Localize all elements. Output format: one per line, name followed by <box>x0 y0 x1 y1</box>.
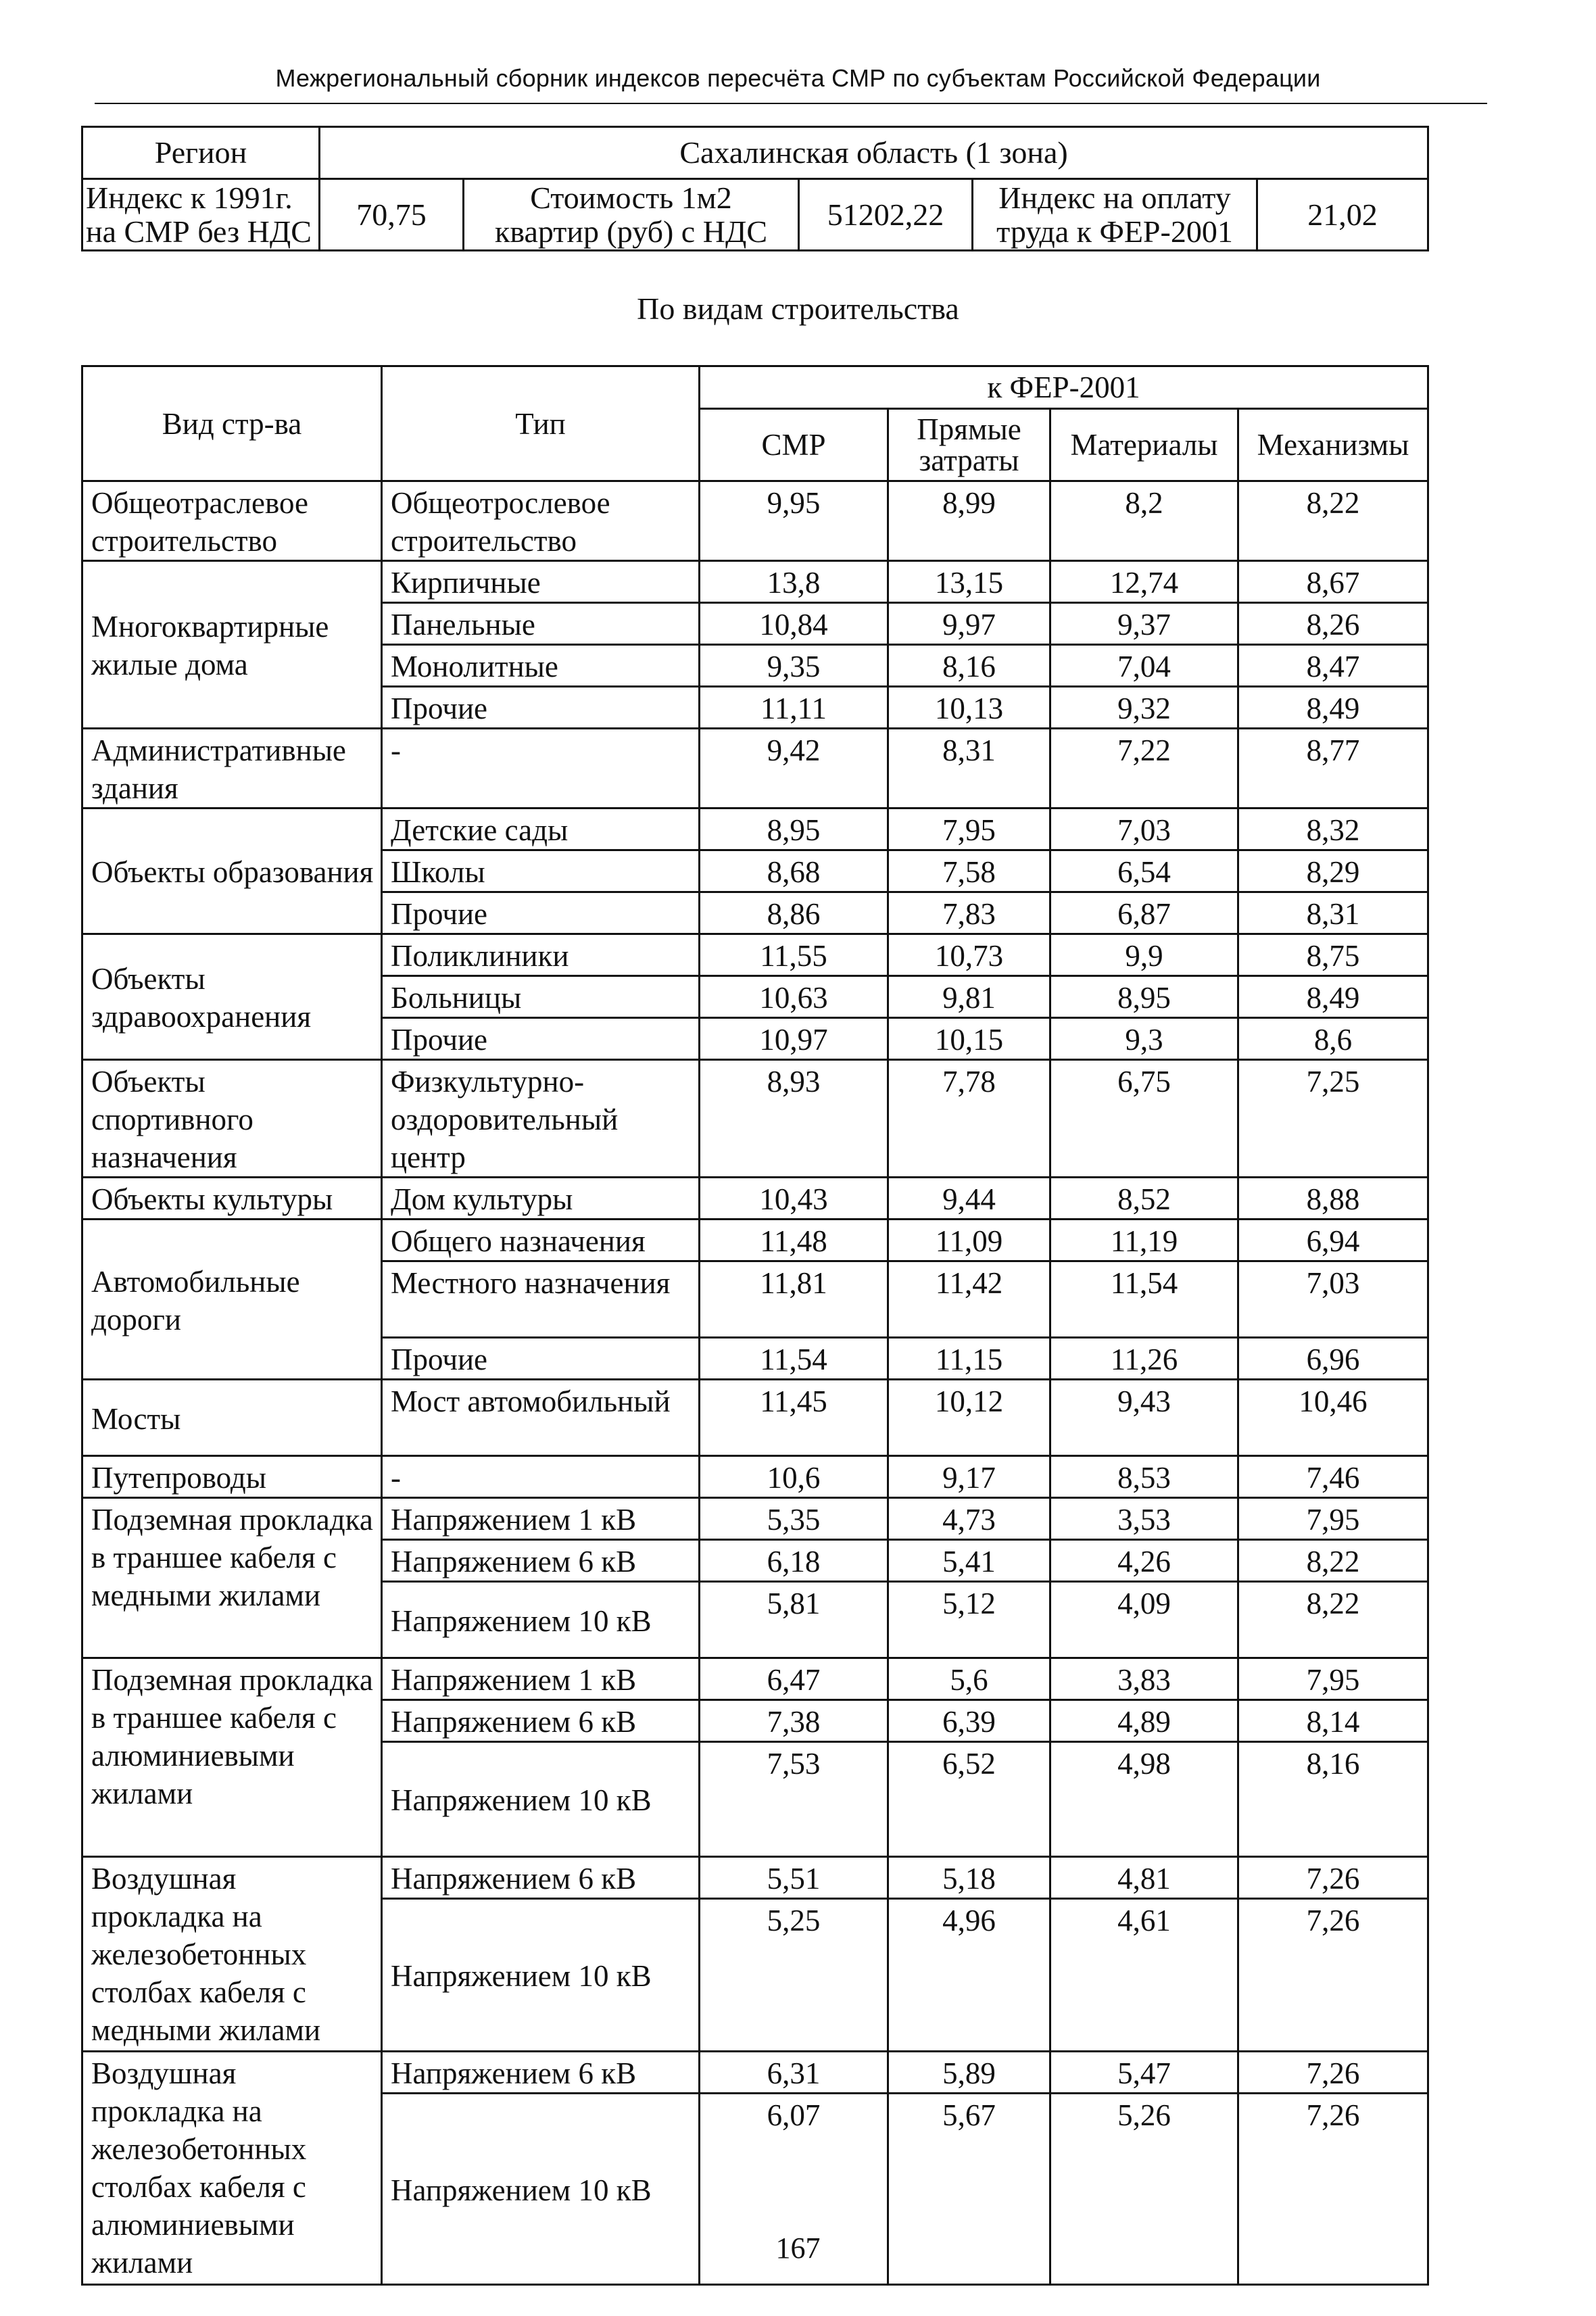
materials-cell: 5,47 <box>1050 2052 1238 2094</box>
type-cell: Напряжением 1 кВ <box>382 1658 700 1700</box>
type-cell: - <box>382 729 700 809</box>
materials-cell: 9,43 <box>1050 1380 1238 1456</box>
direct-cell: 13,15 <box>888 561 1050 603</box>
mechanisms-cell: 7,26 <box>1238 2052 1428 2094</box>
kind-cell: Мосты <box>82 1380 382 1456</box>
index-label-line-1: Индекс к 1991г. <box>86 180 293 215</box>
materials-cell: 3,83 <box>1050 1658 1238 1700</box>
type-cell: Местного назначения <box>382 1261 700 1338</box>
kind-cell: Административные здания <box>82 729 382 809</box>
mechanisms-cell: 6,94 <box>1238 1220 1428 1261</box>
table-row <box>82 1857 1428 1899</box>
page-number: 167 <box>775 2231 821 2265</box>
mechanisms-cell: 8,6 <box>1238 1018 1428 1060</box>
materials-cell: 4,26 <box>1050 1540 1238 1582</box>
type-cell: Напряжением 6 кВ <box>382 1857 700 1899</box>
materials-cell: 11,26 <box>1050 1338 1238 1380</box>
type-cell: Напряжением 10 кВ <box>382 1742 700 1857</box>
col-header-materials: Материалы <box>1050 409 1238 481</box>
smr-cell: 6,47 <box>700 1658 888 1700</box>
type-cell: Общего назначения <box>382 1220 700 1261</box>
materials-cell: 7,04 <box>1050 645 1238 687</box>
materials-cell: 6,87 <box>1050 892 1238 934</box>
materials-cell: 4,98 <box>1050 1742 1238 1857</box>
direct-cell: 8,99 <box>888 481 1050 561</box>
type-cell: Дом культуры <box>382 1178 700 1220</box>
materials-cell: 6,54 <box>1050 850 1238 892</box>
type-cell: Кирпичные <box>382 561 700 603</box>
cost-label <box>464 179 799 251</box>
type-cell: Детские сады <box>382 809 700 850</box>
col-header-kind: Вид стр-ва <box>82 366 382 481</box>
direct-cell: 8,31 <box>888 729 1050 809</box>
mechanisms-cell: 7,25 <box>1238 1060 1428 1178</box>
col-header-smr: СМР <box>700 409 888 481</box>
direct-cell: 10,13 <box>888 687 1050 729</box>
cost-value: 51202,22 <box>799 179 973 251</box>
type-cell: Прочие <box>382 1338 700 1380</box>
table-row <box>82 1220 1428 1261</box>
mechanisms-cell: 8,67 <box>1238 561 1428 603</box>
mechanisms-cell: 7,26 <box>1238 2094 1428 2285</box>
index-value: 70,75 <box>320 179 464 251</box>
smr-cell: 11,54 <box>700 1338 888 1380</box>
kind-cell: Путепроводы <box>82 1456 382 1498</box>
index-label <box>82 179 320 251</box>
materials-cell: 11,54 <box>1050 1261 1238 1338</box>
smr-cell: 6,07 <box>700 2094 888 2285</box>
table-row <box>82 2052 1428 2094</box>
materials-cell: 7,22 <box>1050 729 1238 809</box>
type-cell: Поликлиники <box>382 934 700 976</box>
direct-cell: 9,44 <box>888 1178 1050 1220</box>
mechanisms-cell: 8,75 <box>1238 934 1428 976</box>
smr-cell: 9,42 <box>700 729 888 809</box>
direct-cell: 7,83 <box>888 892 1050 934</box>
col-header-direct <box>888 409 1050 481</box>
table-row <box>82 809 1428 850</box>
region-value: Сахалинская область (1 зона) <box>320 127 1428 179</box>
materials-cell: 9,32 <box>1050 687 1238 729</box>
mechanisms-cell: 8,22 <box>1238 1582 1428 1658</box>
type-cell: Напряжением 6 кВ <box>382 1700 700 1742</box>
table-row <box>82 729 1428 809</box>
direct-cell: 5,6 <box>888 1658 1050 1700</box>
table-row <box>82 561 1428 603</box>
materials-cell: 8,52 <box>1050 1178 1238 1220</box>
direct-cell: 4,73 <box>888 1498 1050 1540</box>
header-title: Межрегиональный сборник индексов пересчёта СМР по субъектам Российской Федерации <box>275 64 1321 92</box>
direct-cell: 5,89 <box>888 2052 1050 2094</box>
smr-cell: 9,95 <box>700 481 888 561</box>
type-cell: Напряжением 1 кВ <box>382 1498 700 1540</box>
kind-cell: Многоквартирные жилые дома <box>82 561 382 729</box>
mechanisms-cell: 10,46 <box>1238 1380 1428 1456</box>
direct-cell: 9,17 <box>888 1456 1050 1498</box>
materials-cell: 3,53 <box>1050 1498 1238 1540</box>
mechanisms-cell: 7,26 <box>1238 1899 1428 2052</box>
type-cell: Напряжением 6 кВ <box>382 1540 700 1582</box>
mechanisms-cell: 8,22 <box>1238 1540 1428 1582</box>
type-cell: Прочие <box>382 1018 700 1060</box>
table-body <box>82 481 1428 2285</box>
kind-cell: Воздушная прокладка на железобетонных столбах кабеля с алюминиевыми жилами <box>82 2052 382 2285</box>
materials-cell: 8,53 <box>1050 1456 1238 1498</box>
mechanisms-cell: 6,96 <box>1238 1338 1428 1380</box>
materials-cell: 7,03 <box>1050 809 1238 850</box>
mechanisms-cell: 8,14 <box>1238 1700 1428 1742</box>
direct-cell: 9,97 <box>888 603 1050 645</box>
materials-cell: 4,89 <box>1050 1700 1238 1742</box>
table-row <box>82 1658 1428 1700</box>
mechanisms-cell: 8,49 <box>1238 687 1428 729</box>
region-table <box>81 126 1429 251</box>
smr-cell: 6,18 <box>700 1540 888 1582</box>
type-cell: Напряжением 10 кВ <box>382 1582 700 1658</box>
type-cell: - <box>382 1456 700 1498</box>
direct-cell: 8,16 <box>888 645 1050 687</box>
table-row <box>82 1498 1428 1540</box>
smr-cell: 10,43 <box>700 1178 888 1220</box>
col-header-mechanisms: Механизмы <box>1238 409 1428 481</box>
type-cell: Панельные <box>382 603 700 645</box>
direct-cell: 4,96 <box>888 1899 1050 2052</box>
smr-cell: 7,38 <box>700 1700 888 1742</box>
smr-cell: 8,68 <box>700 850 888 892</box>
mechanisms-cell: 8,49 <box>1238 976 1428 1018</box>
cost-label-line-2: квартир (руб) с НДС <box>494 214 768 249</box>
direct-cell: 5,18 <box>888 1857 1050 1899</box>
materials-cell: 12,74 <box>1050 561 1238 603</box>
kind-cell: Общеотраслевое строительство <box>82 481 382 561</box>
materials-cell: 5,26 <box>1050 2094 1238 2285</box>
materials-cell: 9,9 <box>1050 934 1238 976</box>
kind-cell: Объекты образования <box>82 809 382 934</box>
direct-cell: 5,41 <box>888 1540 1050 1582</box>
section-subtitle: По видам строительства <box>637 291 959 326</box>
type-cell: Монолитные <box>382 645 700 687</box>
materials-cell: 4,09 <box>1050 1582 1238 1658</box>
col-header-fer: к ФЕР-2001 <box>700 366 1428 409</box>
smr-cell: 8,86 <box>700 892 888 934</box>
table-row <box>82 1178 1428 1220</box>
smr-cell: 9,35 <box>700 645 888 687</box>
smr-cell: 5,25 <box>700 1899 888 2052</box>
type-cell: Физкультурно-оздоровительный центр <box>382 1060 700 1178</box>
smr-cell: 5,51 <box>700 1857 888 1899</box>
type-cell: Мост автомобильный <box>382 1380 700 1456</box>
kind-cell: Подземная прокладка в траншее кабеля с медными жилами <box>82 1498 382 1658</box>
direct-cell: 7,95 <box>888 809 1050 850</box>
materials-cell: 9,3 <box>1050 1018 1238 1060</box>
type-cell: Прочие <box>382 892 700 934</box>
direct-cell: 11,15 <box>888 1338 1050 1380</box>
labor-value: 21,02 <box>1257 179 1428 251</box>
smr-cell: 10,97 <box>700 1018 888 1060</box>
direct-cell: 6,52 <box>888 1742 1050 1857</box>
header-rule <box>95 103 1487 104</box>
kind-cell: Объекты спортивного назначения <box>82 1060 382 1178</box>
materials-cell: 4,81 <box>1050 1857 1238 1899</box>
table-row <box>82 481 1428 561</box>
type-cell: Напряжением 10 кВ <box>382 2094 700 2285</box>
materials-cell: 8,95 <box>1050 976 1238 1018</box>
mechanisms-cell: 7,26 <box>1238 1857 1428 1899</box>
direct-cell: 5,12 <box>888 1582 1050 1658</box>
mechanisms-cell: 7,46 <box>1238 1456 1428 1498</box>
smr-cell: 6,31 <box>700 2052 888 2094</box>
table-row <box>82 1380 1428 1456</box>
mechanisms-cell: 8,47 <box>1238 645 1428 687</box>
mechanisms-cell: 8,26 <box>1238 603 1428 645</box>
col-header-direct-line-1: Прямые <box>917 412 1021 446</box>
materials-cell: 8,2 <box>1050 481 1238 561</box>
labor-label <box>973 179 1257 251</box>
labor-label-line-1: Индекс на оплату <box>998 180 1231 215</box>
mechanisms-cell: 7,03 <box>1238 1261 1428 1338</box>
labor-label-line-2: труда к ФЕР-2001 <box>996 214 1233 249</box>
direct-cell: 10,15 <box>888 1018 1050 1060</box>
materials-cell: 9,37 <box>1050 603 1238 645</box>
kind-cell: Подземная прокладка в траншее кабеля с алюминиевыми жилами <box>82 1658 382 1857</box>
kind-cell: Автомобильные дороги <box>82 1220 382 1380</box>
direct-cell: 10,12 <box>888 1380 1050 1456</box>
type-cell: Больницы <box>382 976 700 1018</box>
materials-cell: 11,19 <box>1050 1220 1238 1261</box>
smr-cell: 13,8 <box>700 561 888 603</box>
index-label-line-2: на СМР без НДС <box>86 214 312 249</box>
region-label: Регион <box>82 127 320 179</box>
type-cell: Напряжением 6 кВ <box>382 2052 700 2094</box>
type-cell: Школы <box>382 850 700 892</box>
cost-label-line-1: Стоимость 1м2 <box>530 180 732 215</box>
index-table <box>81 365 1429 2286</box>
direct-cell: 10,73 <box>888 934 1050 976</box>
col-header-type: Тип <box>382 366 700 481</box>
smr-cell: 8,95 <box>700 809 888 850</box>
mechanisms-cell: 8,32 <box>1238 809 1428 850</box>
col-header-direct-line-2: затраты <box>919 443 1019 477</box>
mechanisms-cell: 8,77 <box>1238 729 1428 809</box>
kind-cell: Объекты культуры <box>82 1178 382 1220</box>
mechanisms-cell: 8,16 <box>1238 1742 1428 1857</box>
smr-cell: 11,55 <box>700 934 888 976</box>
smr-cell: 11,81 <box>700 1261 888 1338</box>
smr-cell: 11,45 <box>700 1380 888 1456</box>
mechanisms-cell: 8,88 <box>1238 1178 1428 1220</box>
direct-cell: 7,58 <box>888 850 1050 892</box>
mechanisms-cell: 7,95 <box>1238 1498 1428 1540</box>
direct-cell: 6,39 <box>888 1700 1050 1742</box>
mechanisms-cell: 7,95 <box>1238 1658 1428 1700</box>
smr-cell: 10,84 <box>700 603 888 645</box>
smr-cell: 10,6 <box>700 1456 888 1498</box>
smr-cell: 11,11 <box>700 687 888 729</box>
type-cell: Прочие <box>382 687 700 729</box>
table-row <box>82 1060 1428 1178</box>
smr-cell: 5,35 <box>700 1498 888 1540</box>
kind-cell: Объекты здравоохранения <box>82 934 382 1060</box>
table-row <box>82 1456 1428 1498</box>
table-row <box>82 934 1428 976</box>
mechanisms-cell: 8,29 <box>1238 850 1428 892</box>
type-cell: Общеотрослевое строительство <box>382 481 700 561</box>
smr-cell: 5,81 <box>700 1582 888 1658</box>
direct-cell: 5,67 <box>888 2094 1050 2285</box>
smr-cell: 11,48 <box>700 1220 888 1261</box>
type-cell: Напряжением 10 кВ <box>382 1899 700 2052</box>
direct-cell: 11,42 <box>888 1261 1050 1338</box>
direct-cell: 7,78 <box>888 1060 1050 1178</box>
smr-cell: 10,63 <box>700 976 888 1018</box>
kind-cell: Воздушная прокладка на железобетонных столбах кабеля с медными жилами <box>82 1857 382 2052</box>
materials-cell: 4,61 <box>1050 1899 1238 2052</box>
smr-cell: 8,93 <box>700 1060 888 1178</box>
direct-cell: 9,81 <box>888 976 1050 1018</box>
mechanisms-cell: 8,22 <box>1238 481 1428 561</box>
mechanisms-cell: 8,31 <box>1238 892 1428 934</box>
smr-cell: 7,53 <box>700 1742 888 1857</box>
direct-cell: 11,09 <box>888 1220 1050 1261</box>
materials-cell: 6,75 <box>1050 1060 1238 1178</box>
